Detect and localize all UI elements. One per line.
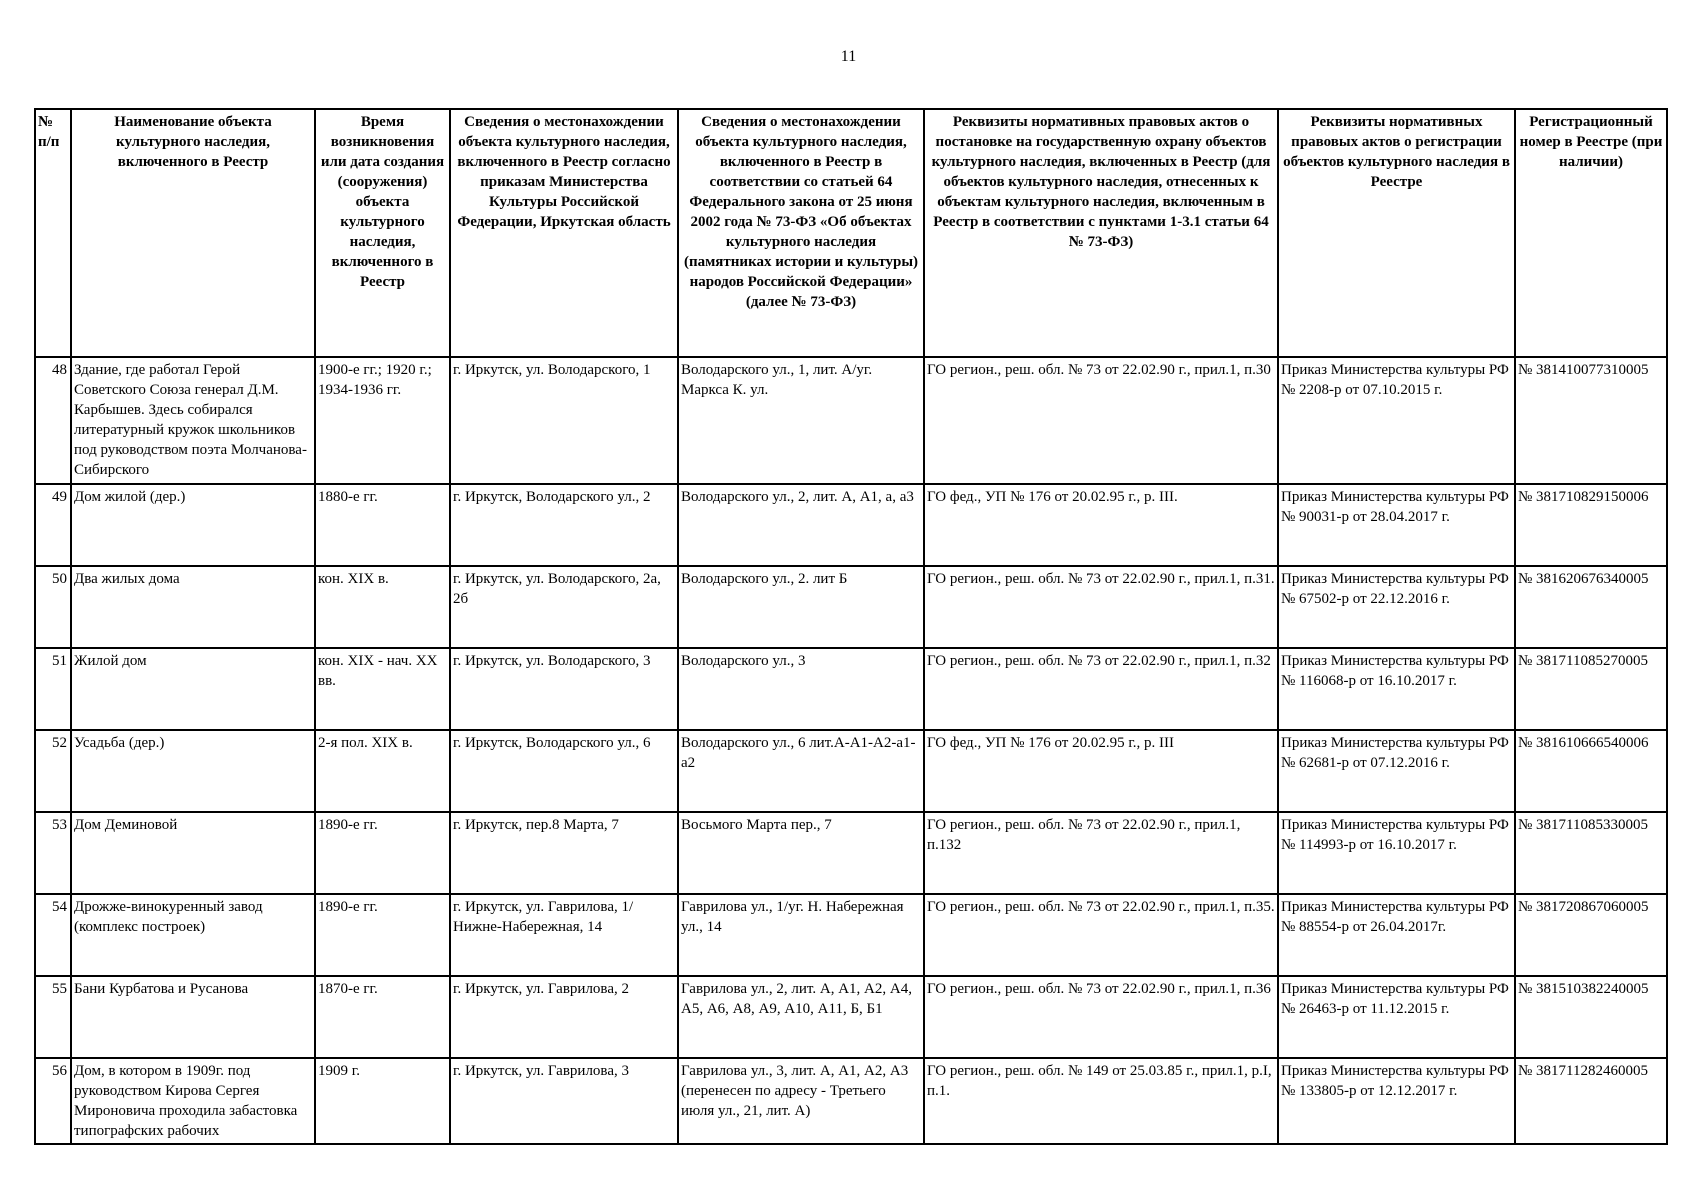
row-number: 52: [35, 730, 71, 812]
location-order: г. Иркутск, ул. Гаврилова, 3: [450, 1058, 678, 1144]
header-location-order: Сведения о местонахождении объекта культурного наследия, включенного в Реестр согласно приказам Министерства Культуры Российской Федерации, Иркутская область: [450, 109, 678, 357]
row-number: 54: [35, 894, 71, 976]
location-order: г. Иркутск, Володарского ул., 2: [450, 484, 678, 566]
registration-number: № 381711282460005: [1515, 1058, 1667, 1144]
registration-act: Приказ Министерства культуры РФ № 90031-р от 28.04.2017 г.: [1278, 484, 1515, 566]
table-row: [35, 484, 1667, 566]
location-law: Володарского ул., 6 лит.А-А1-А2-а1-а2: [678, 730, 924, 812]
location-law: Володарского ул., 1, лит. А/уг. Маркса К. ул.: [678, 357, 924, 484]
registration-act: Приказ Министерства культуры РФ № 67502-р от 22.12.2016 г.: [1278, 566, 1515, 648]
object-name: Здание, где работал Герой Советского Союза генерал Д.М. Карбышев. Здесь собирался литературный кружок школьников под руководством поэта Молчанова-Сибирского: [71, 357, 315, 484]
registration-act: Приказ Министерства культуры РФ № 2208-р от 07.10.2015 г.: [1278, 357, 1515, 484]
object-name: Усадьба (дер.): [71, 730, 315, 812]
header-row: [35, 109, 1667, 357]
location-order: г. Иркутск, ул. Гаврилова, 2: [450, 976, 678, 1058]
location-order: г. Иркутск, ул. Володарского, 3: [450, 648, 678, 730]
creation-date: 1900-е гг.; 1920 г.; 1934-1936 гг.: [315, 357, 450, 484]
header-registration-number: Регистрационный номер в Реестре (при наличии): [1515, 109, 1667, 357]
table-row: [35, 976, 1667, 1058]
table-row: [35, 730, 1667, 812]
header-object-name: Наименование объекта культурного наследия, включенного в Реестр: [71, 109, 315, 357]
object-name: Дом жилой (дер.): [71, 484, 315, 566]
location-law: Восьмого Марта пер., 7: [678, 812, 924, 894]
header-registration-acts: Реквизиты нормативных правовых актов о регистрации объектов культурного наследия в Реестре: [1278, 109, 1515, 357]
object-name: Жилой дом: [71, 648, 315, 730]
object-name: Дрожже-винокуренный завод (комплекс построек): [71, 894, 315, 976]
registration-number: № 381711085270005: [1515, 648, 1667, 730]
registration-number: № 381620676340005: [1515, 566, 1667, 648]
object-name: Дом Деминовой: [71, 812, 315, 894]
table-row: [35, 566, 1667, 648]
protection-act: ГО фед., УП № 176 от 20.02.95 г., р. III: [924, 730, 1278, 812]
registration-act: Приказ Министерства культуры РФ № 116068-р от 16.10.2017 г.: [1278, 648, 1515, 730]
registration-number: № 381510382240005: [1515, 976, 1667, 1058]
heritage-registry-table: [34, 108, 1668, 1145]
header-creation-date: Время возникновения или дата создания (сооружения) объекта культурного наследия, включенного в Реестр: [315, 109, 450, 357]
header-location-law: Сведения о местонахождении объекта культурного наследия, включенного в Реестр в соответствии со статьей 64 Федерального закона от 25 июня 2002 года № 73-ФЗ «Об объектах культурного наследия (памятниках истории и культуры) народов Российской Федерации» (далее № 73-ФЗ): [678, 109, 924, 357]
table-row: [35, 357, 1667, 484]
location-law: Володарского ул., 2, лит. А, А1, а, а3: [678, 484, 924, 566]
object-name: Бани Курбатова и Русанова: [71, 976, 315, 1058]
location-law: Гаврилова ул., 1/уг. Н. Набережная ул., 14: [678, 894, 924, 976]
row-number: 50: [35, 566, 71, 648]
registration-act: Приказ Министерства культуры РФ № 26463-р от 11.12.2015 г.: [1278, 976, 1515, 1058]
row-number: 48: [35, 357, 71, 484]
location-order: г. Иркутск, Володарского ул., 6: [450, 730, 678, 812]
row-number: 53: [35, 812, 71, 894]
location-order: г. Иркутск, ул. Володарского, 2а, 2б: [450, 566, 678, 648]
row-number: 49: [35, 484, 71, 566]
registration-number: № 381610666540006: [1515, 730, 1667, 812]
creation-date: 1870-е гг.: [315, 976, 450, 1058]
registration-number: № 381410077310005: [1515, 357, 1667, 484]
protection-act: ГО регион., реш. обл. № 73 от 22.02.90 г., прил.1, п.32: [924, 648, 1278, 730]
creation-date: 1909 г.: [315, 1058, 450, 1144]
protection-act: ГО фед., УП № 176 от 20.02.95 г., р. III.: [924, 484, 1278, 566]
creation-date: 1890-е гг.: [315, 894, 450, 976]
registration-act: Приказ Министерства культуры РФ № 133805-р от 12.12.2017 г.: [1278, 1058, 1515, 1144]
location-law: Володарского ул., 3: [678, 648, 924, 730]
registration-number: № 381720867060005: [1515, 894, 1667, 976]
table-row: [35, 648, 1667, 730]
registration-act: Приказ Министерства культуры РФ № 114993-р от 16.10.2017 г.: [1278, 812, 1515, 894]
page-number: 11: [840, 48, 857, 65]
registration-number: № 381710829150006: [1515, 484, 1667, 566]
location-order: г. Иркутск, ул. Гаврилова, 1/ Нижне-Набережная, 14: [450, 894, 678, 976]
object-name: Два жилых дома: [71, 566, 315, 648]
object-name: Дом, в котором в 1909г. под руководством Кирова Сергея Мироновича проходила забастовка типографских рабочих: [71, 1058, 315, 1144]
row-number: 56: [35, 1058, 71, 1144]
protection-act: ГО регион., реш. обл. № 73 от 22.02.90 г., прил.1, п.132: [924, 812, 1278, 894]
row-number: 55: [35, 976, 71, 1058]
protection-act: ГО регион., реш. обл. № 149 от 25.03.85 г., прил.1, р.I, п.1.: [924, 1058, 1278, 1144]
location-law: Гаврилова ул., 3, лит. А, А1, А2, А3 (перенесен по адресу - Третьего июля ул., 21, лит. А): [678, 1058, 924, 1144]
creation-date: 1890-е гг.: [315, 812, 450, 894]
creation-date: 2-я пол. XIX в.: [315, 730, 450, 812]
protection-act: ГО регион., реш. обл. № 73 от 22.02.90 г., прил.1, п.31.: [924, 566, 1278, 648]
registration-number: № 381711085330005: [1515, 812, 1667, 894]
location-law: Гаврилова ул., 2, лит. А, А1, А2, А4, А5, А6, А8, А9, А10, А11, Б, Б1: [678, 976, 924, 1058]
protection-act: ГО регион., реш. обл. № 73 от 22.02.90 г., прил.1, п.35.: [924, 894, 1278, 976]
registration-act: Приказ Министерства культуры РФ № 62681-р от 07.12.2016 г.: [1278, 730, 1515, 812]
table-row: [35, 1058, 1667, 1144]
creation-date: кон. XIX - нач. XX вв.: [315, 648, 450, 730]
location-law: Володарского ул., 2. лит Б: [678, 566, 924, 648]
creation-date: 1880-е гг.: [315, 484, 450, 566]
header-protection-acts: Реквизиты нормативных правовых актов о постановке на государственную охрану объектов культурного наследия, включенных в Реестр (для объектов культурного наследия, отнесенных к объектам культурного наследия, включенным в Реестр в соответствии с пунктами 1-3.1 статьи 64 № 73-ФЗ): [924, 109, 1278, 357]
creation-date: кон. XIX в.: [315, 566, 450, 648]
location-order: г. Иркутск, ул. Володарского, 1: [450, 357, 678, 484]
table-row: [35, 812, 1667, 894]
registration-act: Приказ Министерства культуры РФ № 88554-р от 26.04.2017г.: [1278, 894, 1515, 976]
header-number: № п/п: [35, 109, 71, 357]
protection-act: ГО регион., реш. обл. № 73 от 22.02.90 г., прил.1, п.30: [924, 357, 1278, 484]
row-number: 51: [35, 648, 71, 730]
protection-act: ГО регион., реш. обл. № 73 от 22.02.90 г., прил.1, п.36: [924, 976, 1278, 1058]
location-order: г. Иркутск, пер.8 Марта, 7: [450, 812, 678, 894]
table-row: [35, 894, 1667, 976]
